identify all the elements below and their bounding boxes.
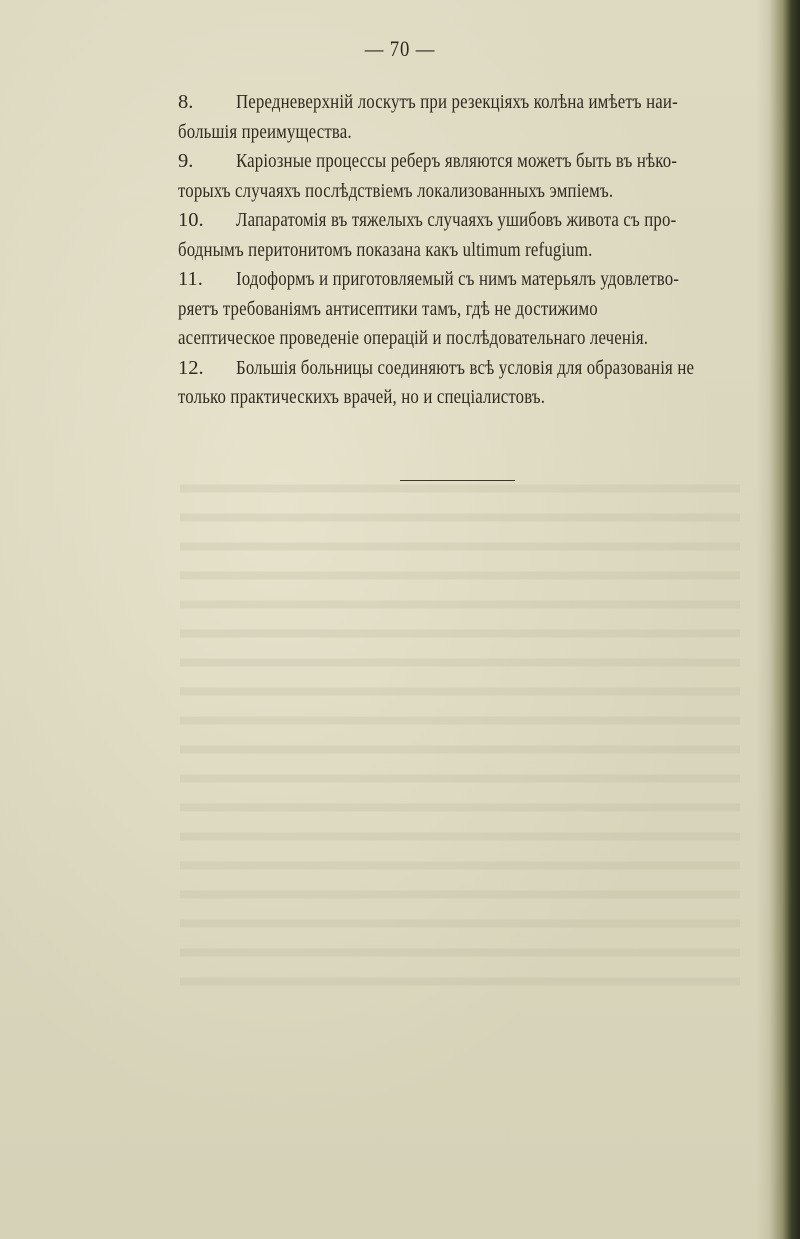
item-text: Іодоформъ и приготовляемый съ нимъ матерьялъ удовлетво- (236, 268, 680, 290)
list-item (178, 354, 798, 413)
item-number: 8. (178, 91, 194, 113)
item-text: Лапаратомія въ тяжелыхъ случаяхъ ушибовъ живота съ про- (236, 209, 677, 231)
item-text-cont: боднымъ перитонитомъ показана какъ ultimum refugium. (178, 238, 593, 261)
theses-list (178, 88, 798, 413)
item-number: 11. (178, 268, 203, 290)
item-text-cont: асептическое проведеніе операцій и послѣдовательнаго леченія. (178, 327, 649, 349)
list-item (178, 206, 798, 265)
item-text-cont: ряетъ требованіямъ антисептики тамъ, гдѣ не достижимо (178, 297, 598, 320)
page-number: — 70 — (364, 36, 436, 61)
list-item (178, 147, 798, 206)
item-number: 12. (178, 356, 204, 379)
item-number: 10. (178, 209, 204, 231)
show-through-texture (180, 470, 740, 990)
closing-rule (400, 480, 515, 481)
item-text-cont: только практическихъ врачей, но и спеціалистовъ. (178, 386, 546, 408)
item-text: Большія больницы соединяютъ всѣ условія для образованія не (236, 356, 695, 379)
item-text: Передневерхній лоскутъ при резекціяхъ колѣна имѣетъ наи- (236, 91, 678, 113)
item-text-cont: торыхъ случаяхъ послѣдствіемъ локализованныхъ эмпіемъ. (178, 179, 614, 202)
book-spine-edge (756, 0, 800, 1239)
list-item (178, 88, 798, 147)
item-text: Каріозные процессы реберъ являются можетъ быть въ нѣко- (236, 150, 678, 172)
list-item (178, 265, 798, 354)
item-text-cont: большія преимущества. (178, 120, 352, 143)
item-number: 9. (178, 150, 194, 172)
